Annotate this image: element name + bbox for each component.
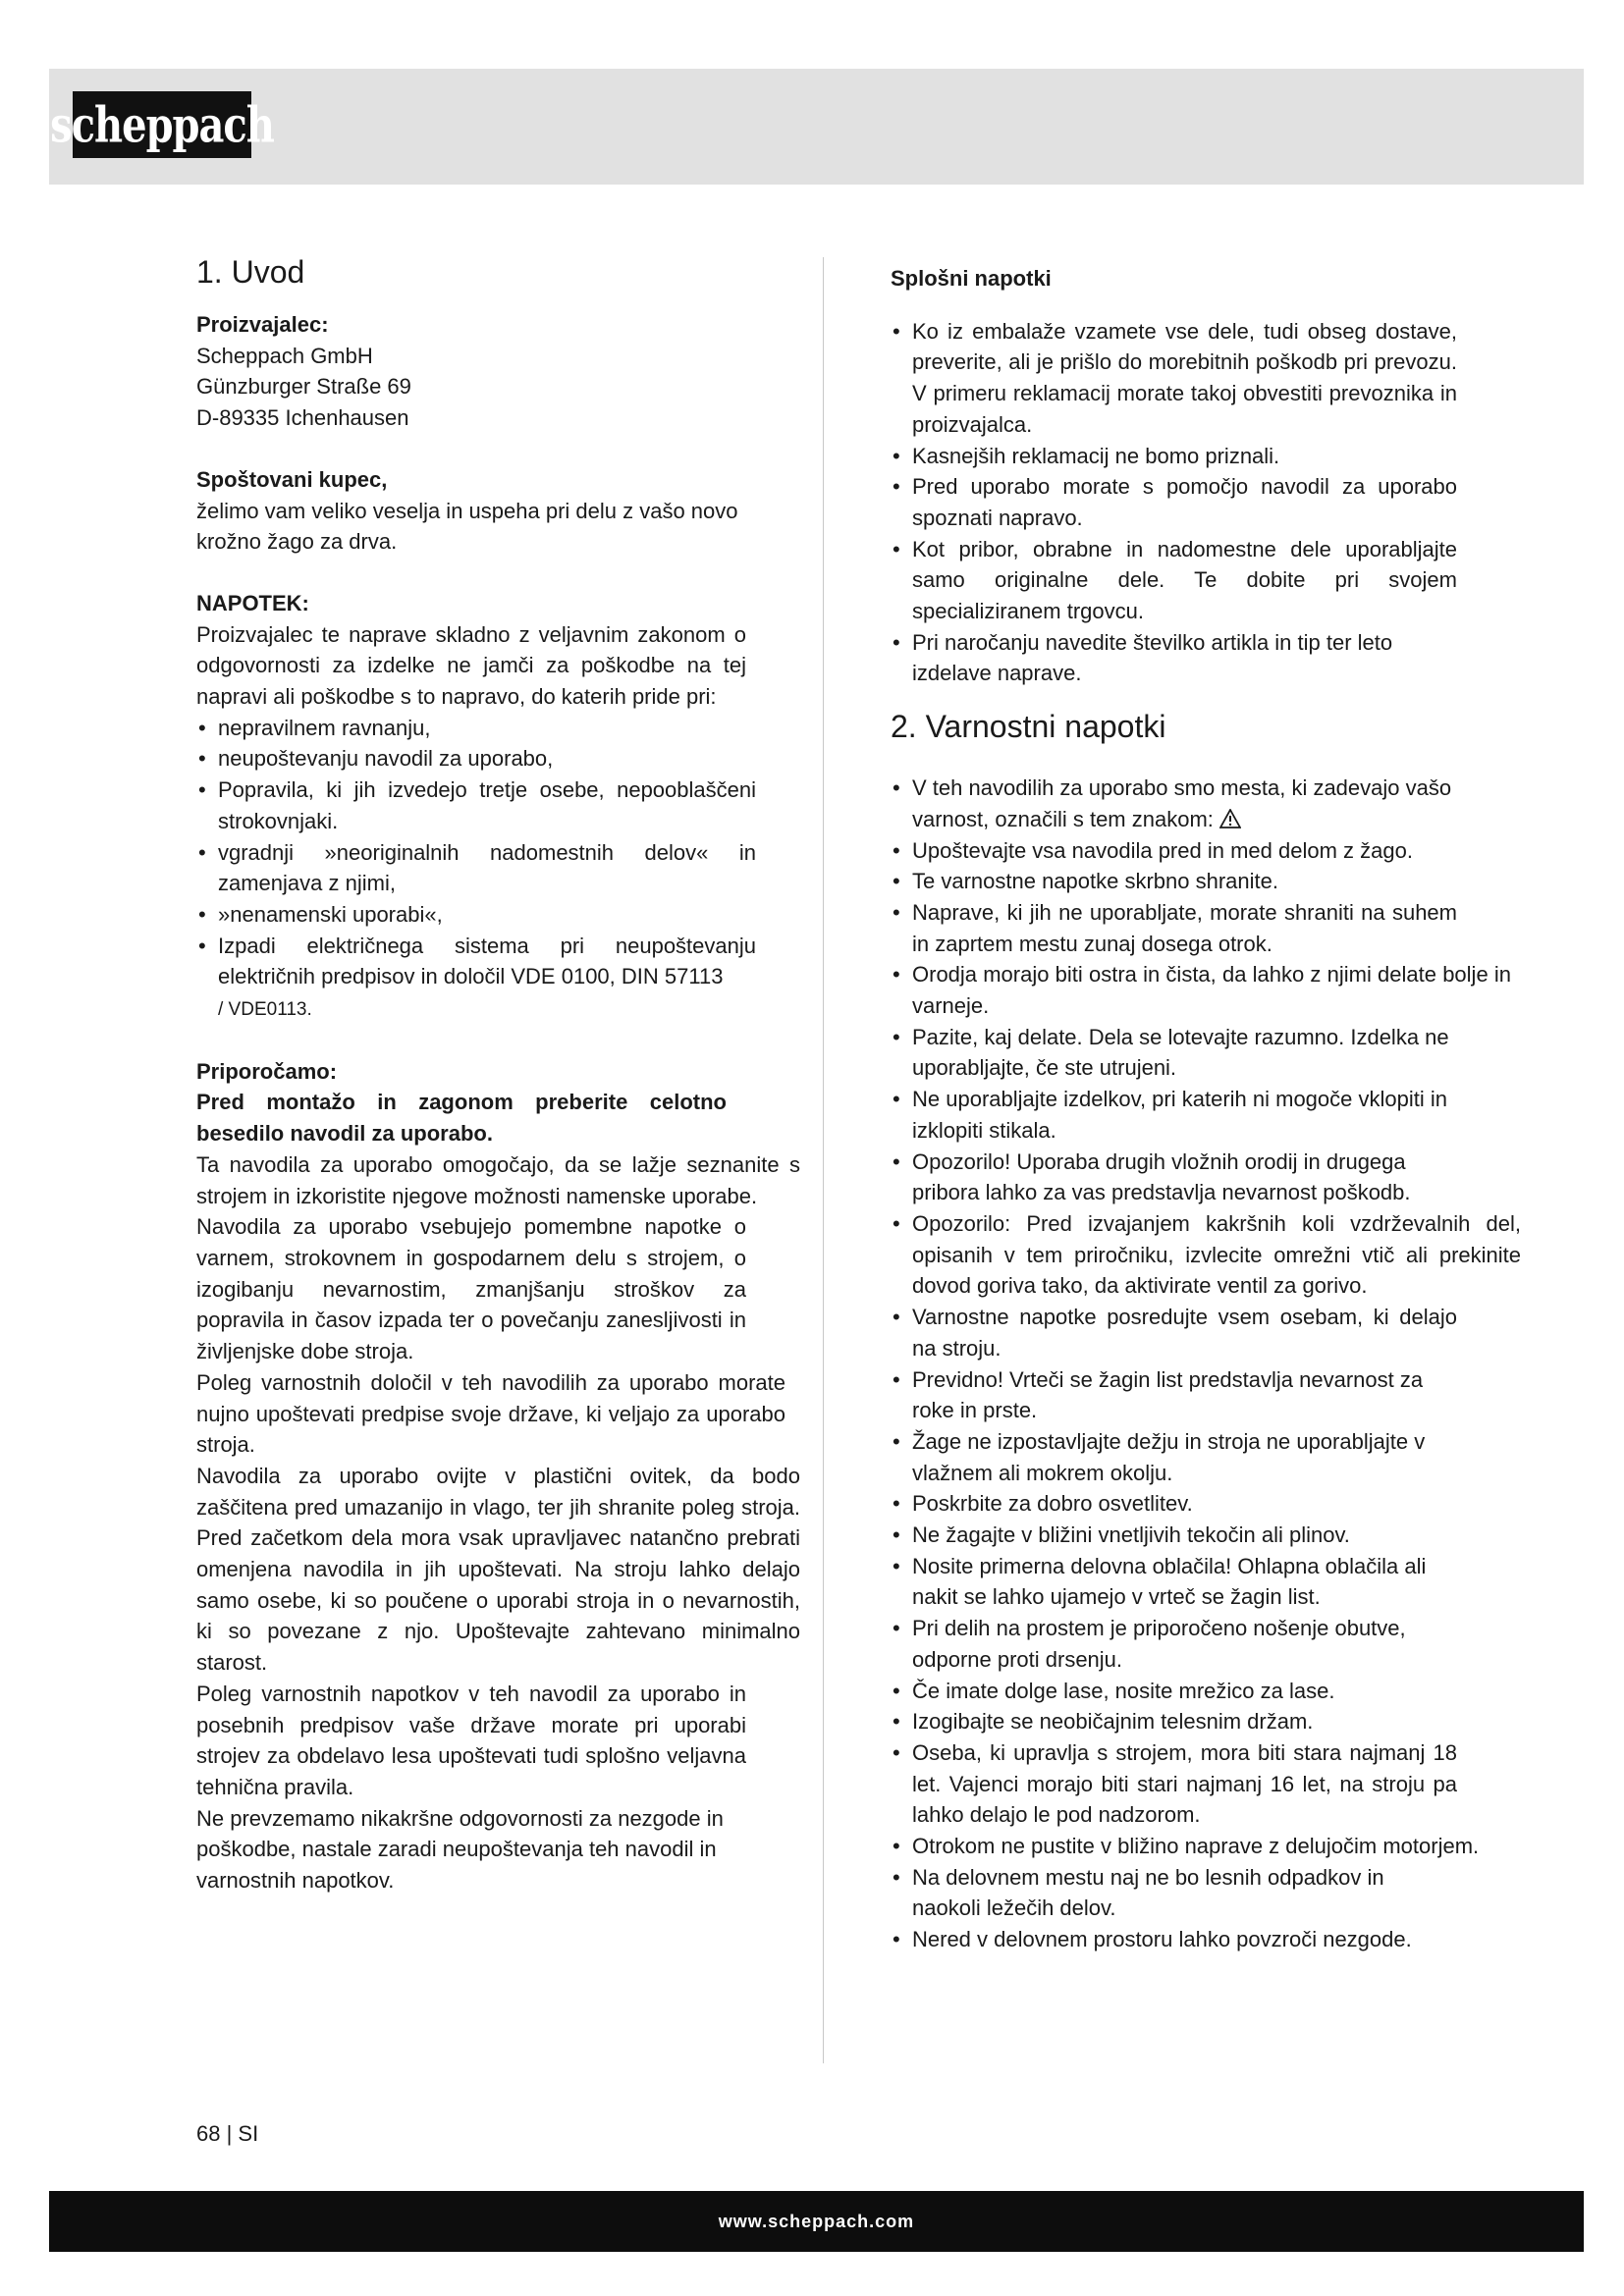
right-column [891,263,1521,1955]
warning-icon [1219,809,1241,828]
recommend-bold: Pred montažo in zagonom preberite celotno besedilo navodil za uporabo. [196,1090,727,1147]
list-item: • Popravila, ki jih izvedejo tretje osebe, nepooblaščeni strokovnjaki. [196,774,756,836]
list-item: • Pri naročanju navedite številko artikla in tip ter leto izdelave naprave. [891,627,1457,689]
list-item: • Te varnostne napotke skrbno shranite. [891,866,1499,897]
list-item: • Ne žagajte v bližini vnetljivih tekočin ali plinov. [891,1520,1499,1551]
section-title-intro: 1. Uvod [196,254,305,290]
list-item [891,773,1462,834]
page-header [49,69,1584,185]
manufacturer-label: Proizvajalec: [196,312,329,337]
list-item: • Ne uporabljajte izdelkov, pri katerih ni mogoče vklopiti in izklopiti stikala. [891,1084,1457,1146]
list-item: • »nenamenski uporabi«, [196,899,756,931]
list-item: • Nosite primerna delovna oblačila! Ohlapna oblačila ali nakit se lahko ujamejo v vrteč se žagin list. [891,1551,1462,1613]
list-item-tail [196,992,756,1026]
note-list [196,713,756,1026]
list-item: • Varnostne napotke posredujte vsem osebam, ki delajo na stroju. [891,1302,1457,1363]
list-item: • neupoštevanju navodil za uporabo, [196,743,756,774]
list-item: • Orodja morajo biti ostra in čista, da lahko z njimi delate bolje in varneje. [891,959,1511,1021]
list-item: • Na delovnem mestu naj ne bo lesnih odpadkov in naokoli ležečih delov. [891,1862,1457,1924]
manufacturer-line: Günzburger Straße 69 [196,374,411,400]
note-text: Proizvajalec te naprave skladno z veljavnim zakonom o odgovornosti za izdelke ne jamči za poškodbe na tej napravi ali poškodbe s to napravo, do katerih pride pri: [196,621,746,710]
list-item: • Otrokom ne pustite v bližino naprave z delujočim motorjem. [891,1831,1491,1862]
list-item: • Izogibajte se neobičajnim telesnim držam. [891,1706,1499,1737]
list-item: • Upoštevajte vsa navodila pred in med delom z žago. [891,835,1457,867]
list-item: • Pazite, kaj delate. Dela se lotevajte razumno. Izdelka ne uporabljajte, če ste utrujeni. [891,1022,1457,1084]
list-item: • Pri delih na prostem je priporočeno nošenje obutve, odporne proti drsenju. [891,1613,1462,1675]
footer-url: www.scheppach.com [718,2211,915,2231]
general-label: Splošni napotki [891,266,1052,291]
list-item: • Opozorilo: Pred izvajanjem kakršnih koli vzdrževalnih del, opisanih v tem priročniku, izvlecite omrežni vtič ali prekinite dovod goriva tako, da aktivirate ventil za gorivo. [891,1208,1521,1302]
list-item: • Nered v delovnem prostoru lahko povzroči nezgode. [891,1924,1499,1955]
list-item: • Žage ne izpostavljajte dežju in stroja ne uporabljajte v vlažnem ali mokrem okolju. [891,1426,1462,1488]
safety-first-text: V teh navodilih za uporabo smo mesta, ki zadevajo vašo varnost, označili s tem znakom: [912,775,1452,831]
list-item-tail-text: / VDE0113. [218,999,312,1021]
list-item: • Opozorilo! Uporaba drugih vložnih orodij in drugega pribora lahko za vas predstavlja nevarnost poškodb. [891,1147,1462,1208]
note-label: NAPOTEK: [196,590,309,615]
list-item: • nepravilnem ravnanju, [196,713,756,744]
page-footer [49,2191,1584,2252]
list-item: • Izpadi električnega sistema pri neupoštevanju električnih predpisov in določil VDE 0100, DIN 57113 [196,931,756,992]
list-item: • Ko iz embalaže vzamete vse dele, tudi obseg dostave, preverite, ali je prišlo do morebitnih poškodb pri prevozu. V primeru reklamacij morate takoj obvestiti prevoznika in proizvajalca. [891,316,1457,441]
paragraph: Poleg varnostnih določil v teh navodilih za uporabo morate nujno upoštevati predpise svoje države, ki veljajo za uporabo stroja. [196,1369,785,1458]
list-item: • Pred uporabo morate s pomočjo navodil za uporabo spoznati napravo. [891,471,1457,533]
list-item: • Naprave, ki jih ne uporabljate, morate shraniti na suhem in zaprtem mestu zunaj dosega otrok. [891,897,1457,959]
greeting-text: želimo vam veliko veselja in uspeha pri delu z vašo novo krožno žago za drva. [196,498,738,555]
list-item: • Kot pribor, obrabne in nadomestne dele uporabljajte samo originalne dele. Te dobite pri svojem specializiranem trgovcu. [891,534,1457,627]
general-list [891,316,1499,689]
list-item: • vgradnji »neoriginalnih nadomestnih delov« in zamenjava z njimi, [196,837,756,899]
recommend-label: Priporočamo: [196,1058,338,1084]
paragraph: Ta navodila za uporabo omogočajo, da se lažje seznanite s strojem in izkoristite njegove možnosti namenske uporabe. [196,1151,800,1208]
list-item: • Kasnejših reklamacij ne bomo priznali. [891,441,1499,472]
left-column [196,252,800,1896]
column-divider [823,257,824,2063]
greeting-label: Spoštovani kupec, [196,466,388,492]
manufacturer-line: Scheppach GmbH [196,343,373,368]
list-item: • Če imate dolge lase, nosite mrežico za lase. [891,1676,1499,1707]
paragraph: Navodila za uporabo vsebujejo pomembne napotke o varnem, strokovnem in gospodarnem delu s strojem, o izogibanju nevarnostim, zmanjšanju stroškov za popravila in časov izpada ter o povečanju zanesljivosti in življenjske dobe stroja. [196,1214,746,1364]
page-number: 68 | SI [196,2121,259,2146]
manufacturer-line: D-89335 Ichenhausen [196,405,409,431]
paragraph: Poleg varnostnih napotkov v teh navodil za uporabo in posebnih predpisov vaše države morate pri uporabi strojev za obdelavo lesa upoštevati tudi splošno veljavna tehnična pravila. [196,1681,746,1799]
list-item: • Poskrbite za dobro osvetlitev. [891,1488,1499,1520]
paragraph: Navodila za uporabo ovijte v plastični ovitek, da bodo zaščitena pred umazanijo in vlago, ter jih shranite poleg stroja. Pred začetkom dela mora vsak upravljavec natančno prebrati omenjena navodila in jih upoštevati. Na stroju lahko delajo samo osebe, ki so poučene o uporabi stroja in o nevarnostih, ki so povezane z njo. Upoštevajte zahtevano minimalno starost. [196,1463,800,1676]
section-title-safety: 2. Varnostni napotki [891,709,1166,745]
list-item: • Oseba, ki upravlja s strojem, mora biti stara najmanj 18 let. Vajenci morajo biti stari najmanj 16 let, na stroju pa lahko delajo le pod nadzorom. [891,1737,1457,1831]
list-item: • Previdno! Vrteči se žagin list predstavlja nevarnost za roke in prste. [891,1364,1462,1426]
safety-list [891,773,1521,1955]
paragraph: Ne prevzemamo nikakršne odgovornosti za nezgode in poškodbe, nastale zaradi neupoštevanja teh navodil in varnostnih napotkov. [196,1805,724,1894]
brand-logo: scheppach [73,91,251,158]
